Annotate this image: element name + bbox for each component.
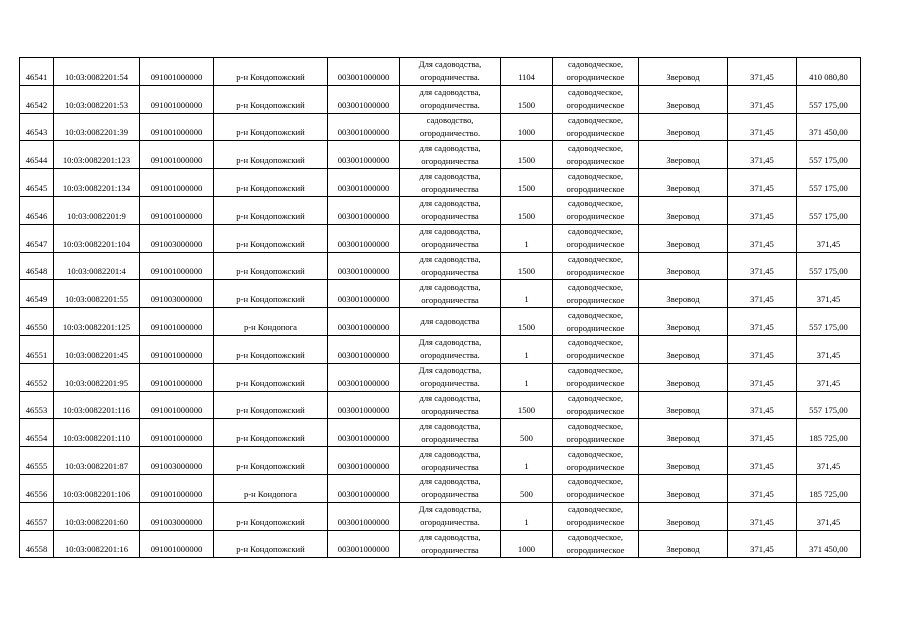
area-cell: 1500 [501, 308, 553, 336]
locality-cell: Зверовод [639, 335, 728, 363]
oktmo-code-cell: 003001000000 [328, 58, 400, 86]
unit-price-cell: 371,45 [728, 85, 797, 113]
table-row [20, 141, 861, 169]
cadastral-number-cell: 10:03:0082201:39 [54, 113, 140, 141]
district-cell: р-н Кондопожский [214, 335, 328, 363]
district-cell: р-н Кондопожский [214, 85, 328, 113]
land-category-cell: садоводческое, огородническое [553, 308, 639, 336]
cadastral-number-cell: 10:03:0082201:54 [54, 58, 140, 86]
unit-price-cell: 371,45 [728, 169, 797, 197]
okato-code-cell: 091001000000 [140, 196, 214, 224]
cadastral-number-cell: 10:03:0082201:45 [54, 335, 140, 363]
land-category-cell: садоводческое, огородническое [553, 169, 639, 197]
locality-cell: Зверовод [639, 252, 728, 280]
locality-cell: Зверовод [639, 419, 728, 447]
row-number-cell: 46544 [20, 141, 54, 169]
cadastral-number-cell: 10:03:0082201:95 [54, 363, 140, 391]
row-number-cell: 46546 [20, 196, 54, 224]
cadastral-value-cell: 371 450,00 [797, 113, 861, 141]
cadastral-value-cell: 371 450,00 [797, 530, 861, 558]
cadastral-number-cell: 10:03:0082201:16 [54, 530, 140, 558]
unit-price-cell: 371,45 [728, 474, 797, 502]
area-cell: 1 [501, 280, 553, 308]
cadastral-value-cell: 371,45 [797, 280, 861, 308]
locality-cell: Зверовод [639, 224, 728, 252]
cadastral-value-cell: 371,45 [797, 447, 861, 475]
row-number-cell: 46542 [20, 85, 54, 113]
area-cell: 1104 [501, 58, 553, 86]
okato-code-cell: 091003000000 [140, 224, 214, 252]
row-number-cell: 46550 [20, 308, 54, 336]
table-row [20, 280, 861, 308]
permitted-use-cell: для садоводства, огородничества [400, 391, 501, 419]
land-category-cell: садоводческое, огородническое [553, 391, 639, 419]
permitted-use-cell: для садоводства, огородничества [400, 447, 501, 475]
permitted-use-cell: для садоводства, огородничества [400, 252, 501, 280]
oktmo-code-cell: 003001000000 [328, 447, 400, 475]
table-row [20, 419, 861, 447]
row-number-cell: 46549 [20, 280, 54, 308]
cadastral-value-cell: 185 725,00 [797, 419, 861, 447]
locality-cell: Зверовод [639, 58, 728, 86]
permitted-use-cell: садоводство, огородничество. [400, 113, 501, 141]
table-row [20, 502, 861, 530]
oktmo-code-cell: 003001000000 [328, 196, 400, 224]
oktmo-code-cell: 003001000000 [328, 502, 400, 530]
okato-code-cell: 091001000000 [140, 363, 214, 391]
cadastral-number-cell: 10:03:0082201:9 [54, 196, 140, 224]
permitted-use-cell: для садоводства, огородничества [400, 169, 501, 197]
table-body [20, 58, 861, 558]
cadastral-number-cell: 10:03:0082201:125 [54, 308, 140, 336]
district-cell: р-н Кондопожский [214, 252, 328, 280]
table-row [20, 335, 861, 363]
unit-price-cell: 371,45 [728, 308, 797, 336]
cadastral-number-cell: 10:03:0082201:106 [54, 474, 140, 502]
oktmo-code-cell: 003001000000 [328, 474, 400, 502]
district-cell: р-н Кондопожский [214, 502, 328, 530]
unit-price-cell: 371,45 [728, 447, 797, 475]
okato-code-cell: 091003000000 [140, 280, 214, 308]
locality-cell: Зверовод [639, 363, 728, 391]
unit-price-cell: 371,45 [728, 58, 797, 86]
land-category-cell: садоводческое, огородническое [553, 196, 639, 224]
row-number-cell: 46556 [20, 474, 54, 502]
oktmo-code-cell: 003001000000 [328, 113, 400, 141]
cadastral-number-cell: 10:03:0082201:60 [54, 502, 140, 530]
unit-price-cell: 371,45 [728, 252, 797, 280]
cadastral-value-cell: 410 080,80 [797, 58, 861, 86]
locality-cell: Зверовод [639, 502, 728, 530]
cadastral-value-cell: 371,45 [797, 502, 861, 530]
row-number-cell: 46554 [20, 419, 54, 447]
cadastral-number-cell: 10:03:0082201:87 [54, 447, 140, 475]
area-cell: 1500 [501, 391, 553, 419]
district-cell: р-н Кондопожский [214, 58, 328, 86]
area-cell: 1500 [501, 85, 553, 113]
okato-code-cell: 091001000000 [140, 474, 214, 502]
row-number-cell: 46543 [20, 113, 54, 141]
table-row [20, 58, 861, 86]
oktmo-code-cell: 003001000000 [328, 141, 400, 169]
okato-code-cell: 091001000000 [140, 58, 214, 86]
locality-cell: Зверовод [639, 530, 728, 558]
unit-price-cell: 371,45 [728, 280, 797, 308]
cadastral-value-cell: 557 175,00 [797, 252, 861, 280]
district-cell: р-н Кондопога [214, 308, 328, 336]
oktmo-code-cell: 003001000000 [328, 530, 400, 558]
district-cell: р-н Кондопожский [214, 447, 328, 475]
cadastral-value-cell: 557 175,00 [797, 196, 861, 224]
row-number-cell: 46557 [20, 502, 54, 530]
land-category-cell: садоводческое, огородническое [553, 252, 639, 280]
locality-cell: Зверовод [639, 141, 728, 169]
district-cell: р-н Кондопожский [214, 224, 328, 252]
cadastral-value-cell: 371,45 [797, 335, 861, 363]
table-row [20, 169, 861, 197]
area-cell: 1500 [501, 141, 553, 169]
land-category-cell: садоводческое, огородническое [553, 530, 639, 558]
cadastral-value-cell: 557 175,00 [797, 141, 861, 169]
okato-code-cell: 091001000000 [140, 169, 214, 197]
permitted-use-cell: для садоводства, огородничества [400, 196, 501, 224]
cadastral-value-cell: 557 175,00 [797, 308, 861, 336]
area-cell: 1 [501, 335, 553, 363]
land-category-cell: садоводческое, огородническое [553, 85, 639, 113]
district-cell: р-н Кондопожский [214, 141, 328, 169]
land-category-cell: садоводческое, огородническое [553, 335, 639, 363]
table-row [20, 530, 861, 558]
permitted-use-cell: для садоводства [400, 308, 501, 336]
area-cell: 500 [501, 419, 553, 447]
okato-code-cell: 091001000000 [140, 391, 214, 419]
area-cell: 1500 [501, 196, 553, 224]
permitted-use-cell: для садоводства, огородничества [400, 280, 501, 308]
locality-cell: Зверовод [639, 474, 728, 502]
unit-price-cell: 371,45 [728, 113, 797, 141]
oktmo-code-cell: 003001000000 [328, 252, 400, 280]
oktmo-code-cell: 003001000000 [328, 224, 400, 252]
table-row [20, 308, 861, 336]
unit-price-cell: 371,45 [728, 363, 797, 391]
oktmo-code-cell: 003001000000 [328, 335, 400, 363]
cadastral-value-cell: 371,45 [797, 224, 861, 252]
locality-cell: Зверовод [639, 280, 728, 308]
locality-cell: Зверовод [639, 169, 728, 197]
area-cell: 1 [501, 447, 553, 475]
cadastral-number-cell: 10:03:0082201:134 [54, 169, 140, 197]
locality-cell: Зверовод [639, 391, 728, 419]
cadastral-number-cell: 10:03:0082201:53 [54, 85, 140, 113]
cadastral-value-cell: 557 175,00 [797, 391, 861, 419]
row-number-cell: 46548 [20, 252, 54, 280]
permitted-use-cell: для садоводства, огородничества [400, 530, 501, 558]
district-cell: р-н Кондопога [214, 474, 328, 502]
unit-price-cell: 371,45 [728, 419, 797, 447]
cadastral-number-cell: 10:03:0082201:104 [54, 224, 140, 252]
cadastral-number-cell: 10:03:0082201:110 [54, 419, 140, 447]
permitted-use-cell: Для садоводства, огородничества. [400, 502, 501, 530]
land-category-cell: садоводческое, огородническое [553, 363, 639, 391]
cadastral-number-cell: 10:03:0082201:4 [54, 252, 140, 280]
unit-price-cell: 371,45 [728, 224, 797, 252]
district-cell: р-н Кондопожский [214, 280, 328, 308]
okato-code-cell: 091003000000 [140, 502, 214, 530]
district-cell: р-н Кондопожский [214, 363, 328, 391]
table-row [20, 474, 861, 502]
okato-code-cell: 091001000000 [140, 85, 214, 113]
table-row [20, 224, 861, 252]
table-row [20, 196, 861, 224]
okato-code-cell: 091001000000 [140, 419, 214, 447]
district-cell: р-н Кондопожский [214, 196, 328, 224]
land-category-cell: садоводческое, огородническое [553, 58, 639, 86]
row-number-cell: 46545 [20, 169, 54, 197]
oktmo-code-cell: 003001000000 [328, 391, 400, 419]
land-category-cell: садоводческое, огородническое [553, 502, 639, 530]
land-category-cell: садоводческое, огородническое [553, 474, 639, 502]
permitted-use-cell: Для садоводства, огородничества. [400, 58, 501, 86]
oktmo-code-cell: 003001000000 [328, 363, 400, 391]
okato-code-cell: 091001000000 [140, 113, 214, 141]
permitted-use-cell: для садоводства, огородничества [400, 474, 501, 502]
row-number-cell: 46553 [20, 391, 54, 419]
locality-cell: Зверовод [639, 447, 728, 475]
okato-code-cell: 091001000000 [140, 141, 214, 169]
land-category-cell: садоводческое, огородническое [553, 113, 639, 141]
cadastral-value-cell: 185 725,00 [797, 474, 861, 502]
permitted-use-cell: для садоводства, огородничества [400, 141, 501, 169]
land-category-cell: садоводческое, огородническое [553, 280, 639, 308]
okato-code-cell: 091003000000 [140, 447, 214, 475]
okato-code-cell: 091001000000 [140, 530, 214, 558]
table-row [20, 252, 861, 280]
area-cell: 1 [501, 502, 553, 530]
oktmo-code-cell: 003001000000 [328, 85, 400, 113]
unit-price-cell: 371,45 [728, 391, 797, 419]
district-cell: р-н Кондопожский [214, 419, 328, 447]
oktmo-code-cell: 003001000000 [328, 419, 400, 447]
unit-price-cell: 371,45 [728, 530, 797, 558]
land-category-cell: садоводческое, огородническое [553, 447, 639, 475]
oktmo-code-cell: 003001000000 [328, 169, 400, 197]
okato-code-cell: 091001000000 [140, 308, 214, 336]
okato-code-cell: 091001000000 [140, 335, 214, 363]
permitted-use-cell: для садоводства, огородничества [400, 224, 501, 252]
locality-cell: Зверовод [639, 308, 728, 336]
row-number-cell: 46541 [20, 58, 54, 86]
oktmo-code-cell: 003001000000 [328, 280, 400, 308]
land-category-cell: садоводческое, огородническое [553, 419, 639, 447]
area-cell: 1 [501, 224, 553, 252]
area-cell: 1 [501, 363, 553, 391]
table-row [20, 85, 861, 113]
cadastral-number-cell: 10:03:0082201:116 [54, 391, 140, 419]
permitted-use-cell: для садоводства, огородничества [400, 419, 501, 447]
permitted-use-cell: Для садоводства, огородничества. [400, 335, 501, 363]
unit-price-cell: 371,45 [728, 141, 797, 169]
table-row [20, 447, 861, 475]
locality-cell: Зверовод [639, 196, 728, 224]
oktmo-code-cell: 003001000000 [328, 308, 400, 336]
okato-code-cell: 091001000000 [140, 252, 214, 280]
row-number-cell: 46552 [20, 363, 54, 391]
row-number-cell: 46551 [20, 335, 54, 363]
table-row [20, 363, 861, 391]
district-cell: р-н Кондопожский [214, 113, 328, 141]
locality-cell: Зверовод [639, 113, 728, 141]
permitted-use-cell: для садоводства, огородничества. [400, 85, 501, 113]
area-cell: 1000 [501, 530, 553, 558]
unit-price-cell: 371,45 [728, 502, 797, 530]
cadastral-number-cell: 10:03:0082201:55 [54, 280, 140, 308]
cadastral-value-cell: 371,45 [797, 363, 861, 391]
area-cell: 500 [501, 474, 553, 502]
land-plots-table [19, 57, 861, 558]
row-number-cell: 46555 [20, 447, 54, 475]
table-row [20, 391, 861, 419]
land-category-cell: садоводческое, огородническое [553, 141, 639, 169]
row-number-cell: 46547 [20, 224, 54, 252]
area-cell: 1500 [501, 169, 553, 197]
locality-cell: Зверовод [639, 85, 728, 113]
unit-price-cell: 371,45 [728, 335, 797, 363]
row-number-cell: 46558 [20, 530, 54, 558]
cadastral-number-cell: 10:03:0082201:123 [54, 141, 140, 169]
cadastral-value-cell: 557 175,00 [797, 169, 861, 197]
table-row [20, 113, 861, 141]
district-cell: р-н Кондопожский [214, 530, 328, 558]
unit-price-cell: 371,45 [728, 196, 797, 224]
land-category-cell: садоводческое, огородническое [553, 224, 639, 252]
district-cell: р-н Кондопожский [214, 169, 328, 197]
cadastral-value-cell: 557 175,00 [797, 85, 861, 113]
district-cell: р-н Кондопожский [214, 391, 328, 419]
area-cell: 1000 [501, 113, 553, 141]
permitted-use-cell: Для садоводства, огородничества. [400, 363, 501, 391]
area-cell: 1500 [501, 252, 553, 280]
